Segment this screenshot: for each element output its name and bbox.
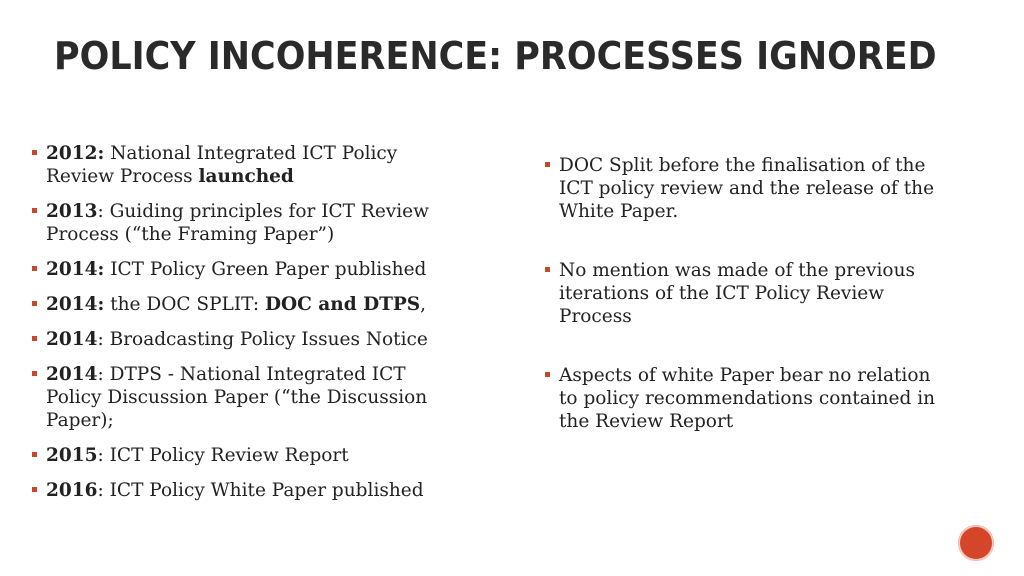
item-year: 2013 — [46, 201, 98, 222]
list-item — [30, 142, 450, 188]
item-text: ICT Policy Green Paper published — [104, 259, 427, 280]
item-text: DOC Split before the finalisation of the ICT policy review and the release of the White Paper. — [559, 155, 935, 222]
page-number-badge — [958, 525, 994, 561]
item-year: 2014: — [46, 259, 105, 280]
item-text: : DTPS - National Integrated ICT Policy Discussion Paper (“the Discussion Paper); — [46, 364, 428, 431]
item-text: Aspects of white Paper bear no relation to policy recommendations contained in the Review Report — [559, 365, 936, 432]
item-text: : ICT Policy White Paper published — [97, 480, 424, 501]
item-bold-text: launched — [198, 166, 294, 187]
square-bullet-icon — [32, 336, 37, 341]
item-text: the DOC SPLIT: — [104, 294, 265, 315]
item-year: 2015 — [46, 445, 98, 466]
square-bullet-icon — [545, 372, 550, 377]
list-item — [30, 258, 450, 281]
square-bullet-icon — [32, 487, 37, 492]
item-bold-text: DOC and DTPS — [264, 294, 421, 315]
list-item — [30, 293, 450, 316]
list-item — [543, 154, 943, 223]
list-item — [543, 364, 943, 433]
item-text: : Guiding principles for ICT Review Process (“the Framing Paper”) — [46, 201, 429, 245]
list-item — [30, 479, 450, 502]
square-bullet-icon — [32, 301, 37, 306]
item-text: : ICT Policy Review Report — [97, 445, 349, 466]
timeline-list — [30, 142, 450, 514]
slide-title: POLICY INCOHERENCE: PROCESSES IGNORED — [54, 34, 937, 78]
list-item — [30, 444, 450, 467]
item-tail: , — [420, 294, 427, 315]
item-year: 2014 — [46, 329, 98, 350]
list-item — [30, 363, 450, 432]
list-item — [30, 200, 450, 246]
square-bullet-icon — [545, 267, 550, 272]
item-year: 2012: — [46, 143, 105, 164]
item-year: 2014 — [46, 364, 98, 385]
item-text: No mention was made of the previous iterations of the ICT Policy Review Process — [559, 260, 915, 327]
square-bullet-icon — [32, 150, 37, 155]
item-text: : Broadcasting Policy Issues Notice — [97, 329, 428, 350]
item-year: 2014: — [46, 294, 105, 315]
observations-list — [543, 154, 943, 469]
list-item — [543, 259, 943, 328]
square-bullet-icon — [32, 208, 37, 213]
square-bullet-icon — [545, 162, 550, 167]
item-text: National Integrated ICT Policy Review Process — [46, 143, 398, 187]
square-bullet-icon — [32, 266, 37, 271]
list-item — [30, 328, 450, 351]
square-bullet-icon — [32, 452, 37, 457]
item-year: 2016 — [46, 480, 98, 501]
square-bullet-icon — [32, 371, 37, 376]
